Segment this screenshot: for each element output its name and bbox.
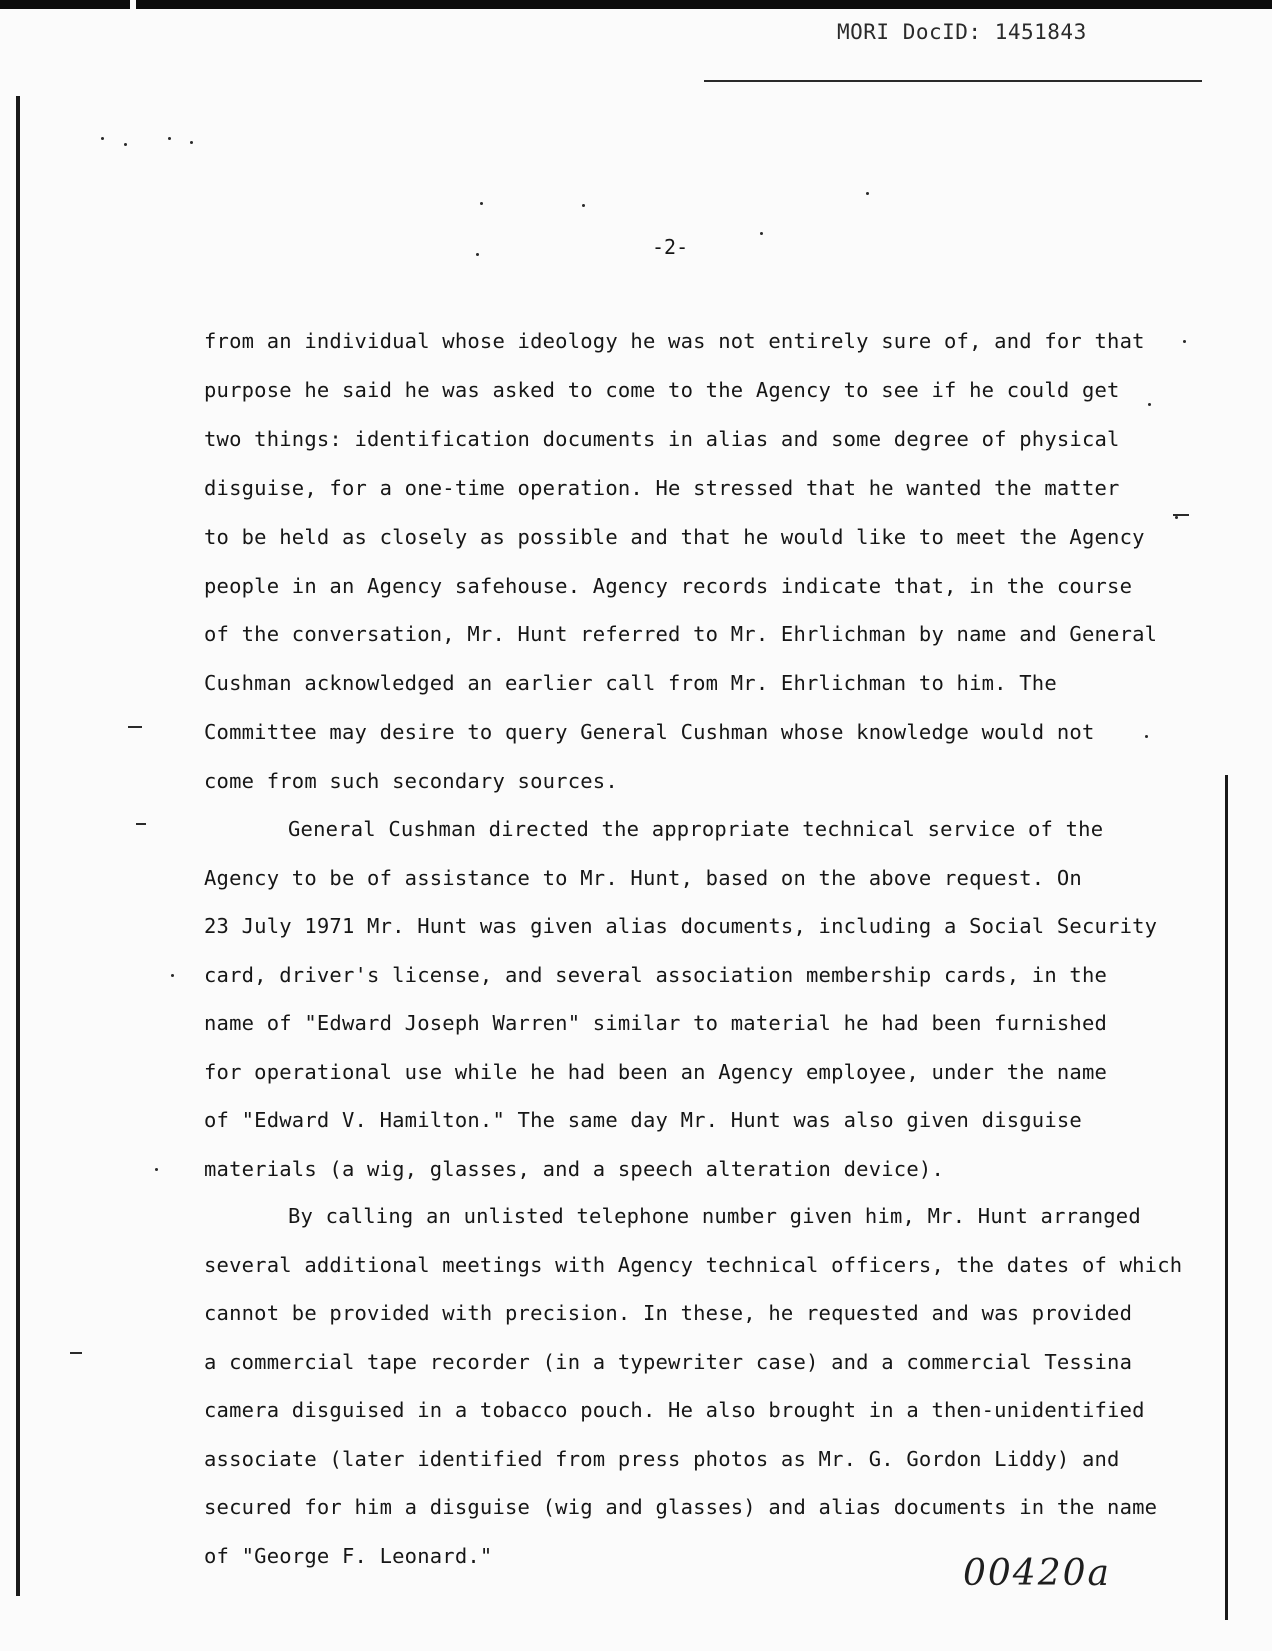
body-line: secured for him a disguise (wig and glasses) and alias documents in the name bbox=[204, 1495, 1158, 1519]
scan-top-edge bbox=[0, 0, 1272, 9]
body-line: of "George F. Leonard." bbox=[204, 1544, 493, 1568]
body-line: to be held as closely as possible and that he would like to meet the Agency bbox=[204, 525, 1145, 549]
header-rule bbox=[704, 80, 1202, 82]
scan-top-gap bbox=[130, 0, 136, 10]
doc-id-header: MORI DocID: 1451843 bbox=[837, 20, 1087, 44]
body-line: disguise, for a one-time operation. He stressed that he wanted the matter bbox=[204, 476, 1120, 500]
body-line: of "Edward V. Hamilton." The same day Mr. Hunt was also given disguise bbox=[204, 1108, 1082, 1132]
body-line: Agency to be of assistance to Mr. Hunt, based on the above request. On bbox=[204, 866, 1082, 890]
scan-mark bbox=[1173, 514, 1189, 516]
page-number: -2- bbox=[652, 235, 689, 259]
scan-speck bbox=[476, 253, 479, 256]
body-line: 23 July 1971 Mr. Hunt was given alias documents, including a Social Security bbox=[204, 914, 1158, 938]
body-line: for operational use while he had been an Agency employee, under the name bbox=[204, 1060, 1108, 1084]
scan-speck bbox=[1145, 735, 1148, 738]
body-line: associate (later identified from press photos as Mr. G. Gordon Liddy) and bbox=[204, 1447, 1120, 1471]
scan-speck bbox=[1175, 516, 1178, 519]
body-line: camera disguised in a tobacco pouch. He also brought in a then-unidentified bbox=[204, 1398, 1145, 1422]
scan-speck bbox=[190, 141, 193, 144]
scan-speck bbox=[582, 204, 585, 207]
body-line: from an individual whose ideology he was not entirely sure of, and for that bbox=[204, 329, 1145, 353]
body-line: a commercial tape recorder (in a typewriter case) and a commercial Tessina bbox=[204, 1350, 1133, 1374]
scan-speck bbox=[171, 974, 174, 977]
body-line: come from such secondary sources. bbox=[204, 769, 618, 793]
body-line: Committee may desire to query General Cushman whose knowledge would not bbox=[204, 720, 1095, 744]
body-line: card, driver's license, and several association membership cards, in the bbox=[204, 963, 1108, 987]
handwritten-page-stamp: 00420a bbox=[963, 1553, 1111, 1594]
scan-speck bbox=[124, 143, 127, 146]
body-line: several additional meetings with Agency technical officers, the dates of which bbox=[204, 1253, 1183, 1277]
body-line: materials (a wig, glasses, and a speech alteration device). bbox=[204, 1157, 944, 1181]
body-line: General Cushman directed the appropriate technical service of the bbox=[288, 817, 1104, 841]
scan-speck bbox=[168, 137, 171, 140]
body-line: name of "Edward Joseph Warren" similar to material he had been furnished bbox=[204, 1011, 1108, 1035]
body-line: purpose he said he was asked to come to the Agency to see if he could get bbox=[204, 378, 1120, 402]
right-margin-rule bbox=[1225, 775, 1228, 1620]
body-line: Cushman acknowledged an earlier call from Mr. Ehrlichman to him. The bbox=[204, 671, 1057, 695]
scan-speck bbox=[1183, 340, 1186, 343]
scan-speck bbox=[155, 1168, 158, 1171]
scan-speck bbox=[1148, 403, 1151, 406]
body-line: By calling an unlisted telephone number given him, Mr. Hunt arranged bbox=[288, 1204, 1141, 1228]
scan-speck bbox=[760, 232, 763, 235]
scan-speck bbox=[480, 202, 483, 205]
body-line: two things: identification documents in alias and some degree of physical bbox=[204, 427, 1120, 451]
scan-mark bbox=[70, 1352, 82, 1354]
left-margin-rule bbox=[16, 96, 20, 1596]
body-line: people in an Agency safehouse. Agency records indicate that, in the course bbox=[204, 574, 1133, 598]
body-line: cannot be provided with precision. In these, he requested and was provided bbox=[204, 1301, 1133, 1325]
body-line: of the conversation, Mr. Hunt referred to Mr. Ehrlichman by name and General bbox=[204, 622, 1158, 646]
scan-mark bbox=[128, 726, 142, 728]
scan-speck bbox=[866, 192, 869, 195]
scan-mark bbox=[136, 823, 146, 825]
scan-speck bbox=[101, 137, 104, 140]
